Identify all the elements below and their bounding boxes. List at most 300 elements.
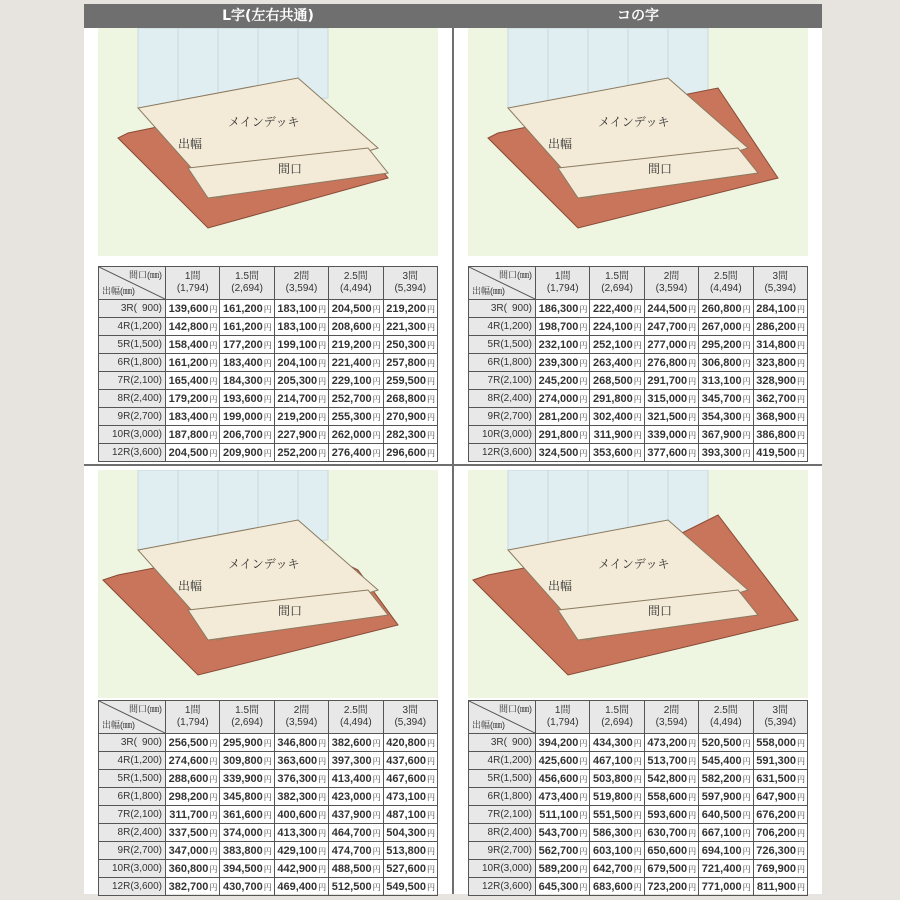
depth-header: 出幅(㎜) <box>472 286 505 296</box>
label-width: 間口 <box>648 162 673 176</box>
price-cell <box>329 336 383 354</box>
column-header <box>590 701 644 734</box>
price-value: 386,800 <box>756 428 796 441</box>
label-main-deck: メインデッキ <box>598 115 670 129</box>
price-cell <box>383 734 437 752</box>
price-cell <box>329 752 383 770</box>
price-value: 383,800 <box>223 844 263 857</box>
price-value: 161,200 <box>223 302 263 315</box>
yen-unit: 円 <box>633 340 642 350</box>
column-size: 1間 <box>184 705 201 716</box>
yen-unit: 円 <box>263 394 272 404</box>
yen-unit: 円 <box>372 864 381 874</box>
price-value: 558,000 <box>756 736 796 749</box>
price-cell <box>536 354 590 372</box>
column-header <box>590 267 644 300</box>
row-label: 6R(1,800) <box>99 354 166 372</box>
price-cell <box>166 878 220 896</box>
price-cell <box>536 734 590 752</box>
yen-unit: 円 <box>797 430 805 440</box>
yen-unit: 円 <box>372 828 381 838</box>
price-value: 513,800 <box>386 844 426 857</box>
label-depth: 出幅 <box>178 579 203 593</box>
price-cell <box>753 372 807 390</box>
row-label: 9R(2,700) <box>469 842 536 860</box>
price-value: 527,600 <box>386 862 426 875</box>
price-cell <box>220 300 274 318</box>
yen-unit: 円 <box>372 882 381 892</box>
row-label: 6R(1,800) <box>469 354 536 372</box>
label-depth: 出幅 <box>548 579 573 593</box>
price-cell <box>220 842 274 860</box>
price-cell <box>590 354 644 372</box>
price-cell <box>753 770 807 788</box>
column-size: 1間 <box>554 271 571 282</box>
yen-unit: 円 <box>742 828 751 838</box>
price-value: 252,100 <box>593 338 633 351</box>
price-cell <box>383 824 437 842</box>
price-cell <box>699 752 753 770</box>
price-cell <box>753 878 807 896</box>
price-cell <box>329 372 383 390</box>
price-cell <box>699 734 753 752</box>
price-value: 198,700 <box>538 320 579 333</box>
price-cell <box>220 336 274 354</box>
table-row <box>99 354 438 372</box>
price-cell <box>274 408 328 426</box>
price-value: 582,200 <box>701 772 742 785</box>
price-value: 368,900 <box>756 410 796 423</box>
column-size: 2間 <box>663 705 680 716</box>
price-value: 683,600 <box>593 880 633 893</box>
price-value: 473,400 <box>538 790 579 803</box>
price-cell <box>753 390 807 408</box>
yen-unit: 円 <box>688 810 697 820</box>
price-value: 771,000 <box>701 880 742 893</box>
price-value: 589,200 <box>538 862 579 875</box>
label-main-deck: メインデッキ <box>228 115 300 129</box>
price-cell <box>699 770 753 788</box>
yen-unit: 円 <box>209 756 218 766</box>
depth-header: 出幅(㎜) <box>102 720 135 730</box>
price-value: 284,100 <box>756 302 796 315</box>
label-depth: 出幅 <box>548 137 573 151</box>
table-row <box>469 408 808 426</box>
price-value: 281,200 <box>538 410 579 423</box>
price-value: 353,600 <box>593 446 633 459</box>
price-cell <box>166 372 220 390</box>
table-row <box>99 770 438 788</box>
column-mm: (1,794) <box>176 283 209 294</box>
table-row <box>99 860 438 878</box>
yen-unit: 円 <box>372 304 381 314</box>
price-value: 204,500 <box>331 302 372 315</box>
column-header <box>383 701 437 734</box>
row-label: 9R(2,700) <box>99 842 166 860</box>
depth-header: 出幅(㎜) <box>472 720 505 730</box>
deck-drawing <box>98 28 438 256</box>
price-value: 511,100 <box>539 808 579 821</box>
table-row <box>469 860 808 878</box>
yen-unit: 円 <box>742 412 751 422</box>
price-value: 229,100 <box>331 374 372 387</box>
price-cell <box>590 860 644 878</box>
price-cell <box>699 878 753 896</box>
yen-unit: 円 <box>633 774 642 784</box>
price-value: 423,000 <box>331 790 372 803</box>
price-cell <box>644 426 698 444</box>
price-value: 295,900 <box>223 736 263 749</box>
price-cell <box>536 390 590 408</box>
price-cell <box>274 734 328 752</box>
table-row <box>469 734 808 752</box>
price-value: 183,400 <box>168 410 209 423</box>
price-value: 437,600 <box>386 754 426 767</box>
price-value: 179,200 <box>168 392 209 405</box>
yen-unit: 円 <box>742 846 751 856</box>
yen-unit: 円 <box>633 756 642 766</box>
price-value: 360,800 <box>168 862 209 875</box>
column-mm: (3,594) <box>285 717 318 728</box>
price-value: 321,500 <box>647 410 688 423</box>
price-value: 187,800 <box>168 428 209 441</box>
yen-unit: 円 <box>742 810 751 820</box>
table-row <box>469 426 808 444</box>
price-value: 591,300 <box>756 754 796 767</box>
table-row <box>469 824 808 842</box>
column-mm: (2,694) <box>231 717 263 728</box>
column-size: 3間 <box>402 271 419 282</box>
price-cell <box>590 336 644 354</box>
price-value: 676,200 <box>756 808 796 821</box>
price-cell <box>536 806 590 824</box>
table-row <box>469 752 808 770</box>
yen-unit: 円 <box>742 322 751 332</box>
price-cell <box>644 444 698 462</box>
price-value: 474,700 <box>331 844 372 857</box>
yen-unit: 円 <box>688 828 697 838</box>
price-cell <box>166 788 220 806</box>
column-mm: (2,694) <box>601 283 633 294</box>
price-cell <box>274 300 328 318</box>
price-cell <box>590 806 644 824</box>
yen-unit: 円 <box>318 430 327 440</box>
price-value: 397,300 <box>331 754 372 767</box>
yen-unit: 円 <box>688 774 697 784</box>
price-cell <box>536 300 590 318</box>
price-value: 142,800 <box>168 320 209 333</box>
price-value: 503,800 <box>593 772 633 785</box>
price-cell <box>644 878 698 896</box>
table-row <box>469 788 808 806</box>
yen-unit: 円 <box>797 394 805 404</box>
yen-unit: 円 <box>318 340 327 350</box>
price-value: 314,800 <box>756 338 796 351</box>
yen-unit: 円 <box>742 882 751 892</box>
price-cell <box>644 734 698 752</box>
yen-unit: 円 <box>633 304 642 314</box>
price-cell <box>166 336 220 354</box>
price-value: 232,100 <box>538 338 579 351</box>
label-main-deck: メインデッキ <box>228 557 300 571</box>
price-value: 214,700 <box>277 392 318 405</box>
price-cell <box>274 806 328 824</box>
yen-unit: 円 <box>579 882 588 892</box>
price-value: 593,600 <box>647 808 688 821</box>
price-cell <box>590 824 644 842</box>
price-value: 726,300 <box>756 844 796 857</box>
yen-unit: 円 <box>263 792 272 802</box>
column-mm: (3,594) <box>285 283 318 294</box>
table-row <box>99 372 438 390</box>
price-cell <box>644 860 698 878</box>
yen-unit: 円 <box>742 448 751 458</box>
yen-unit: 円 <box>209 376 218 386</box>
yen-unit: 円 <box>797 358 805 368</box>
column-size: 2間 <box>293 271 310 282</box>
yen-unit: 円 <box>209 394 218 404</box>
yen-unit: 円 <box>427 322 435 332</box>
price-cell <box>166 354 220 372</box>
yen-unit: 円 <box>688 756 697 766</box>
table-row <box>99 878 438 896</box>
column-size: 3間 <box>772 705 789 716</box>
yen-unit: 円 <box>318 376 327 386</box>
price-cell <box>220 860 274 878</box>
price-value: 473,200 <box>647 736 688 749</box>
yen-unit: 円 <box>263 376 272 386</box>
price-value: 723,200 <box>647 880 688 893</box>
panel-l-shape-single <box>84 4 452 459</box>
yen-unit: 円 <box>318 846 327 856</box>
yen-unit: 円 <box>263 430 272 440</box>
table-row <box>99 444 438 462</box>
price-value: 274,000 <box>538 392 579 405</box>
price-cell <box>166 390 220 408</box>
yen-unit: 円 <box>688 448 697 458</box>
price-cell <box>329 318 383 336</box>
label-main-deck: メインデッキ <box>598 557 670 571</box>
price-value: 291,700 <box>647 374 688 387</box>
table-row <box>99 300 438 318</box>
label-width: 間口 <box>278 604 303 618</box>
price-cell <box>383 806 437 824</box>
price-value: 467,100 <box>593 754 633 767</box>
row-label: 4R(1,200) <box>99 318 166 336</box>
price-value: 549,500 <box>386 880 426 893</box>
yen-unit: 円 <box>797 846 805 856</box>
price-value: 434,300 <box>593 736 633 749</box>
price-value: 245,200 <box>538 374 579 387</box>
price-value: 270,900 <box>386 410 426 423</box>
price-cell <box>753 354 807 372</box>
table-header-row <box>469 267 808 300</box>
yen-unit: 円 <box>263 882 272 892</box>
price-cell <box>590 426 644 444</box>
price-value: 276,400 <box>331 446 372 459</box>
price-value: 346,800 <box>277 736 318 749</box>
yen-unit: 円 <box>742 340 751 350</box>
yen-unit: 円 <box>742 774 751 784</box>
yen-unit: 円 <box>318 738 327 748</box>
column-header <box>220 701 274 734</box>
price-cell <box>274 842 328 860</box>
yen-unit: 円 <box>688 376 697 386</box>
price-value: 377,600 <box>647 446 688 459</box>
price-cell <box>383 752 437 770</box>
table-header-row <box>99 701 438 734</box>
price-cell <box>590 300 644 318</box>
yen-unit: 円 <box>633 358 642 368</box>
price-value: 291,800 <box>593 392 633 405</box>
table-row <box>469 318 808 336</box>
price-cell <box>220 734 274 752</box>
price-value: 268,800 <box>386 392 426 405</box>
column-header <box>329 701 383 734</box>
price-value: 413,300 <box>277 826 318 839</box>
column-header <box>536 701 590 734</box>
yen-unit: 円 <box>579 828 588 838</box>
price-value: 219,200 <box>386 302 426 315</box>
row-label: 5R(1,500) <box>99 336 166 354</box>
table-row <box>469 770 808 788</box>
price-cell <box>166 408 220 426</box>
deck-illustration <box>468 470 808 698</box>
yen-unit: 円 <box>263 340 272 350</box>
table-row <box>99 390 438 408</box>
price-cell <box>753 842 807 860</box>
yen-unit: 円 <box>318 864 327 874</box>
column-header <box>383 267 437 300</box>
price-value: 400,600 <box>277 808 318 821</box>
price-value: 337,500 <box>168 826 209 839</box>
price-cell <box>753 408 807 426</box>
price-value: 630,700 <box>647 826 688 839</box>
price-cell <box>329 788 383 806</box>
yen-unit: 円 <box>579 394 588 404</box>
yen-unit: 円 <box>427 448 435 458</box>
price-cell <box>329 806 383 824</box>
column-header <box>753 267 807 300</box>
price-value: 376,300 <box>277 772 318 785</box>
yen-unit: 円 <box>427 810 435 820</box>
price-cell <box>274 770 328 788</box>
yen-unit: 円 <box>372 792 381 802</box>
price-cell <box>166 318 220 336</box>
price-cell <box>274 444 328 462</box>
yen-unit: 円 <box>742 358 751 368</box>
yen-unit: 円 <box>633 828 642 838</box>
price-cell <box>536 752 590 770</box>
price-cell <box>166 426 220 444</box>
price-value: 542,800 <box>647 772 688 785</box>
price-value: 642,700 <box>593 862 633 875</box>
column-header <box>536 267 590 300</box>
price-cell <box>220 426 274 444</box>
price-value: 298,200 <box>168 790 209 803</box>
yen-unit: 円 <box>318 448 327 458</box>
table-row <box>99 806 438 824</box>
price-cell <box>753 752 807 770</box>
price-value: 158,400 <box>168 338 209 351</box>
price-value: 315,000 <box>647 392 688 405</box>
price-value: 227,900 <box>277 428 318 441</box>
row-label: 9R(2,700) <box>469 408 536 426</box>
price-value: 586,300 <box>593 826 633 839</box>
price-value: 393,300 <box>701 446 742 459</box>
price-value: 382,300 <box>277 790 318 803</box>
price-value: 694,100 <box>701 844 742 857</box>
price-value: 430,700 <box>223 880 263 893</box>
price-value: 437,900 <box>331 808 372 821</box>
yen-unit: 円 <box>579 738 588 748</box>
column-header <box>329 267 383 300</box>
price-cell <box>329 426 383 444</box>
table-row <box>99 788 438 806</box>
column-header <box>753 701 807 734</box>
price-cell <box>590 752 644 770</box>
yen-unit: 円 <box>427 412 435 422</box>
price-value: 256,500 <box>168 736 209 749</box>
yen-unit: 円 <box>742 304 751 314</box>
price-value: 276,800 <box>647 356 688 369</box>
price-value: 250,300 <box>386 338 426 351</box>
price-cell <box>699 336 753 354</box>
column-size: 1.5間 <box>235 271 260 282</box>
column-header <box>699 267 753 300</box>
price-cell <box>753 336 807 354</box>
yen-unit: 円 <box>263 358 272 368</box>
price-cell <box>536 860 590 878</box>
yen-unit: 円 <box>797 774 805 784</box>
price-value: 239,300 <box>538 356 579 369</box>
column-mm: (1,794) <box>546 283 579 294</box>
column-size: 2.5間 <box>343 271 368 282</box>
price-value: 183,400 <box>223 356 263 369</box>
price-value: 328,900 <box>756 374 796 387</box>
table-row <box>469 806 808 824</box>
yen-unit: 円 <box>427 792 435 802</box>
price-value: 219,200 <box>331 338 372 351</box>
panel-l-shape-double <box>84 466 452 897</box>
price-value: 262,000 <box>331 428 372 441</box>
price-cell <box>220 806 274 824</box>
price-value: 183,100 <box>277 320 318 333</box>
deck-illustration <box>98 28 438 256</box>
price-cell <box>383 354 437 372</box>
width-header: 間口(㎜) <box>499 704 532 714</box>
yen-unit: 円 <box>318 882 327 892</box>
price-cell <box>220 354 274 372</box>
price-value: 513,700 <box>647 754 688 767</box>
table-row <box>99 318 438 336</box>
header-l-shape: L字(左右共通) <box>84 4 452 28</box>
price-value: 208,600 <box>331 320 372 333</box>
price-cell <box>329 390 383 408</box>
price-cell <box>536 444 590 462</box>
price-value: 221,300 <box>386 320 426 333</box>
price-value: 184,300 <box>223 374 263 387</box>
row-label: 10R(3,000) <box>469 426 536 444</box>
yen-unit: 円 <box>797 376 805 386</box>
row-label: 3R( 900) <box>99 734 166 752</box>
yen-unit: 円 <box>372 430 381 440</box>
price-value: 177,200 <box>223 338 263 351</box>
column-mm: (1,794) <box>546 717 579 728</box>
price-cell <box>536 770 590 788</box>
price-value: 306,800 <box>701 356 742 369</box>
yen-unit: 円 <box>742 394 751 404</box>
